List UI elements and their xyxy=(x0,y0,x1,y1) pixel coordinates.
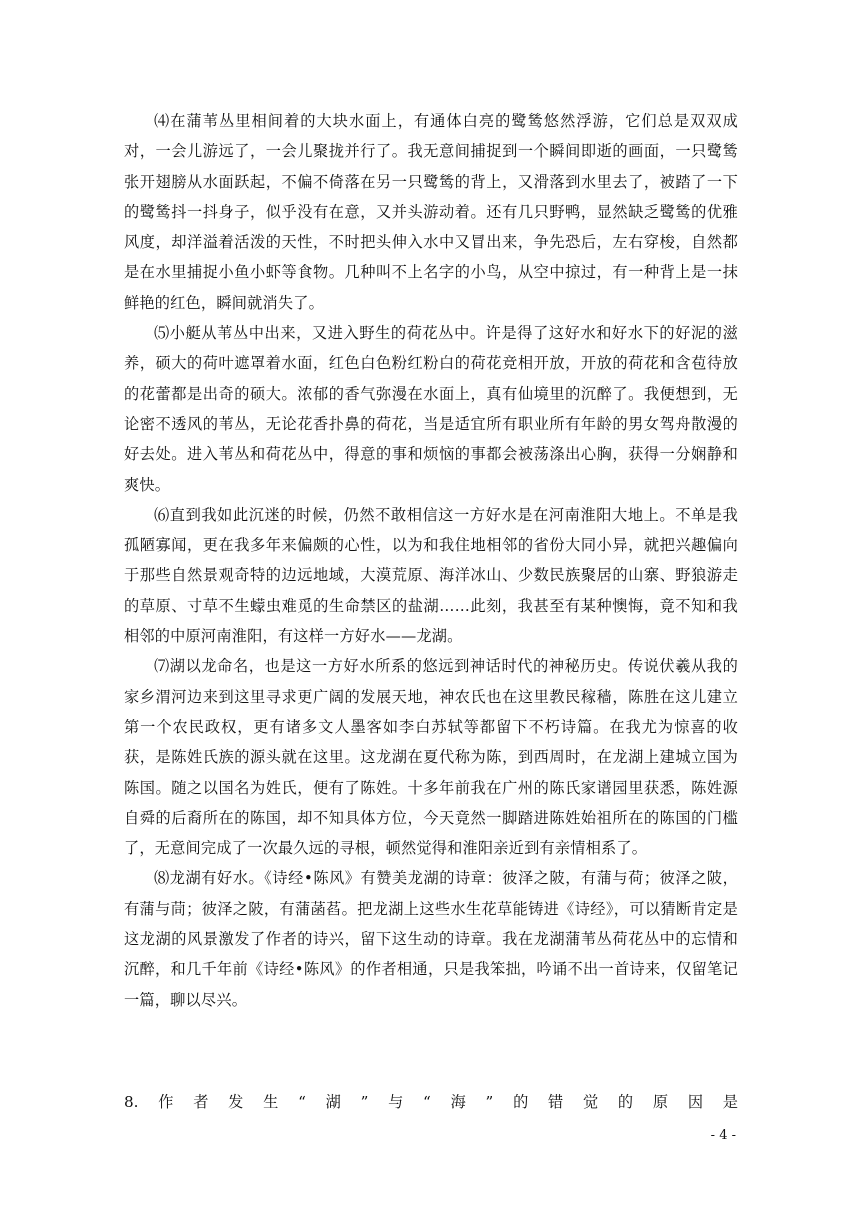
question-char: 与 xyxy=(388,1093,404,1111)
paragraph-6: ⑹直到我如此沉迷的时候，仍然不敢相信这一方好水是在河南淮阳大地上。不单是我孤陋寡闻，更在我多年来偏颇的心性，以为和我住地相邻的省份大同小异，就把兴趣偏向于那些自然景观奇特的边远地域，大漠荒原、海洋冰山、少数民族聚居的山寨、野狼游走的草原、寸草不生蠓虫难觅的生命禁区的盐湖……此刻，我甚至有某种懊悔，竟不知和我相邻的中原河南淮阳，有这样一方好水——龙湖。 xyxy=(124,505,738,646)
paragraph-8: ⑻龙湖有好水。《诗经•陈风》有赞美龙湖的诗章：彼泽之陂，有蒲与荷；彼泽之陂，有蒲与茼；彼泽之陂，有蒲菡萏。把龙湖上这些水生花草能铸进《诗经》，可以猜断肯定是这龙湖的风景激发了作者的诗兴，留下这生动的诗章。我在龙湖蒲苇丛荷花丛中的忘情和沉醉，和几千年前《诗经•陈风》的作者相通，只是我笨拙，吟诵不出一首诗来，仅留笔记一篇，聊以尽兴。 xyxy=(124,869,738,1009)
paragraph-4: ⑷在蒲苇丛里相间着的大块水面上，有通体白亮的鹭鸶悠然浮游，它们总是双双成对，一会儿游远了，一会儿聚拢并行了。我无意间捕捉到一个瞬间即逝的画面，一只鹭鸶张开翅膀从水面跃起，不偏不倚落在另一只鹭鸶的背上，又滑落到水里去了，被踏了一下的鹭鸶抖一抖身子，似乎没有在意，又并头游动着。还有几只野鸭，显然缺乏鹭鸶的优雅风度，却洋溢着活泼的天性，不时把头伸入水中又冒出来，争先恐后，左右穿梭，自然都是在水里捕捉小鱼小虾等食物。几种叫不上名字的小鸟，从空中掠过，有一种背上是一抹鲜艳的红色，瞬间就消失了。 xyxy=(124,112,738,312)
question-char: 错 xyxy=(548,1093,564,1111)
question-char: 生 xyxy=(263,1093,279,1111)
question-char: 海 xyxy=(450,1093,466,1111)
question-char: 8. xyxy=(124,1093,139,1111)
question-char: “ xyxy=(423,1093,431,1111)
question-char: 湖 xyxy=(325,1093,341,1111)
question-char: 因 xyxy=(687,1093,704,1111)
question-char: 原 xyxy=(652,1093,669,1111)
question-char: 者 xyxy=(193,1093,209,1111)
page-number: - 4 - xyxy=(710,1128,736,1143)
question-char: 发 xyxy=(228,1093,244,1111)
question-char: 的 xyxy=(617,1093,634,1111)
paragraph-5: ⑸小艇从苇丛中出来，又进入野生的荷花丛中。许是得了这好水和好水下的好泥的滋养，硕大的荷叶遮罩着水面，红色白色粉红粉白的荷花竞相开放，开放的荷花和含苞待放的花蕾都是出奇的硕大。浓郁的香气弥漫在水面上，真有仙境里的沉醉了。我便想到，无论密不透风的苇丛，无论花香扑鼻的荷花，当是适宜所有职业所有年龄的男女驾舟散漫的好去处。进入苇丛和荷花丛中，得意的事和烦恼的事都会被荡涤出心胸，获得一分娴静和爽快。 xyxy=(124,324,738,494)
question-char: 的 xyxy=(513,1093,529,1111)
question-char: 觉 xyxy=(582,1093,599,1111)
question-char: ” xyxy=(360,1093,369,1111)
question-char: ” xyxy=(485,1093,494,1111)
question-8 xyxy=(124,1087,738,1117)
paragraph-7: ⑺湖以龙命名，也是这一方好水所系的悠远到神话时代的神秘历史。传说伏羲从我的家乡渭河边来到这里寻求更广阔的发展天地，神农氏也在这里教民稼穑，陈胜在这儿建立第一个农民政权，更有诸多文人墨客如李白苏轼等都留下不朽诗篇。在我尤为惊喜的收获，是陈姓氏族的源头就在这里。这龙湖在夏代称为陈，到西周时，在龙湖上建城立国为陈国。随之以国名为姓氏，便有了陈姓。十多年前我在广州的陈氏家谱园里获悉，陈姓源自舜的后裔所在的陈国，却不知具体方位，今天竟然一脚踏进陈姓始祖所在的陈国的门槛了，无意间完成了一次最久远的寻根，顿然觉得和淮阳亲近到有亲情相系了。 xyxy=(124,657,738,858)
article-body xyxy=(124,106,738,1015)
question-char: 是 xyxy=(722,1093,738,1111)
question-char: 作 xyxy=(158,1093,174,1111)
question-char: “ xyxy=(298,1093,306,1111)
